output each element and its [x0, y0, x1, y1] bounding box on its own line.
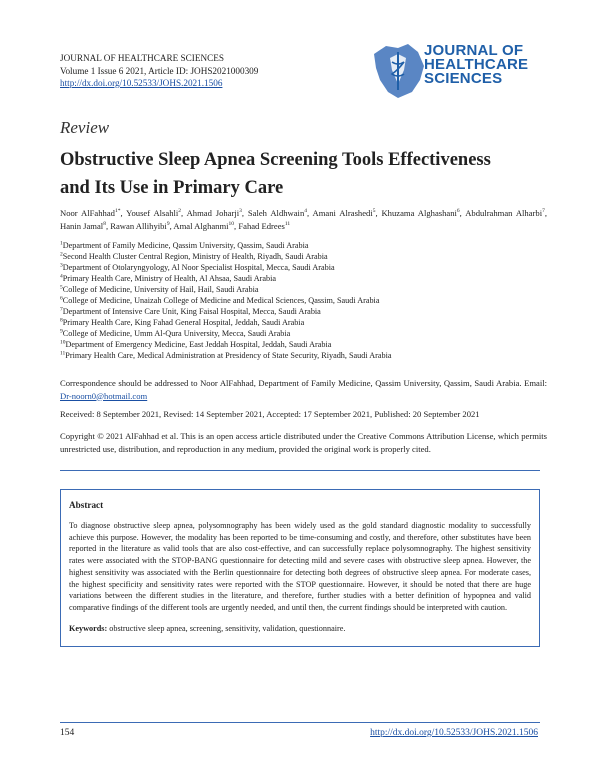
author-name: Amal Alghanmi [173, 220, 229, 231]
author-affiliation-marker: 10 [228, 220, 235, 227]
author-affiliation-marker: 5 [372, 208, 376, 215]
journal-logo [368, 40, 543, 104]
author-name: Rawan Allihyibi [110, 220, 167, 231]
author-affiliation-marker: 2 [178, 208, 182, 215]
affiliation-item [60, 350, 392, 361]
affiliation-list [60, 240, 392, 361]
keywords-text: obstructive sleep apnea, screening, sensitivity, validation, questionnaire. [109, 623, 346, 633]
author-name: Noor AlFahhad [60, 208, 115, 218]
affiliation-text: Primary Health Care, Ministry of Health, Al Ahsaa, Saudi Arabia [62, 274, 277, 283]
affiliation-marker: 9 [60, 328, 63, 335]
author-name: Hanin Jamal [60, 220, 104, 231]
author-affiliation-marker: 11 [284, 220, 291, 227]
author-name: Yousef Alsahli [126, 208, 179, 218]
affiliation-item [60, 328, 392, 339]
affiliation-marker: 10 [60, 339, 66, 346]
affiliation-marker: 7 [60, 306, 63, 313]
affiliation-item [60, 306, 392, 317]
author-name: Saleh Aldhwain [247, 208, 305, 218]
affiliation-item [60, 273, 392, 284]
copyright-notice: Copyright © 2021 AlFahhad et al. This is an open access article distributed under the Creative Commons Attribution License, which permits unrestricted use, distribution, and reproduction in any medium, provided the original work is properly cited. [60, 431, 547, 454]
affiliation-item [60, 284, 392, 295]
affiliation-text: College of Medicine, University of Hail, Hail, Saudi Arabia [62, 285, 259, 294]
journal-meta [60, 52, 258, 90]
author-name: Ahmad Joharji [186, 208, 240, 218]
footer-doi-link[interactable]: http://dx.doi.org/10.52533/JOHS.2021.1506 [370, 728, 538, 738]
volume-line: Volume 1 Issue 6 2021, Article ID: JOHS2021000309 [60, 65, 259, 76]
keywords-label: Keywords: [69, 623, 108, 633]
author-affiliation-marker: 8 [103, 220, 106, 227]
author-name: Abdulrahman Alharbi [465, 208, 543, 218]
logo-wordmark: JOURNAL OF HEALTHCARE SCIENCES [424, 42, 529, 87]
affiliation-text: Second Health Cluster Central Region, Ministry of Health, Riyadh, Saudi Arabia [62, 252, 328, 261]
author-affiliation-marker: 1* [114, 208, 121, 215]
affiliation-marker: 11 [60, 350, 66, 357]
abstract-heading: Abstract [69, 500, 104, 510]
page-number: 154 [60, 728, 75, 738]
affiliation-item [60, 317, 392, 328]
author-affiliation-marker: 3 [239, 208, 242, 215]
section-divider [60, 470, 540, 471]
affiliation-text: Department of Intensive Care Unit, King Faisal Hospital, Mecca, Saudi Arabia [62, 307, 321, 316]
affiliation-marker: 4 [60, 273, 63, 280]
keywords [69, 624, 531, 633]
article-dates: Received: 8 September 2021, Revised: 14 September 2021, Accepted: 17 September 2021, Published: 20 September 2021 [60, 409, 480, 419]
affiliation-marker: 2 [60, 251, 63, 258]
correspondence-email-link[interactable]: Dr-noorn0@hotmail.com [60, 390, 148, 401]
affiliation-text: Department of Emergency Medicine, East Jeddah Hospital, Jeddah, Saudi Arabia [65, 340, 332, 349]
affiliation-item [60, 262, 392, 273]
affiliation-item [60, 240, 392, 251]
journal-name: JOURNAL OF HEALTHCARE SCIENCES [60, 53, 224, 63]
article-type: Review [60, 118, 110, 137]
author-name: Amani Alrashedi [312, 208, 373, 218]
author-name: Fahad Edrees [238, 220, 285, 231]
affiliation-item [60, 339, 392, 350]
correspondence: Correspondence should be addressed to Noor AlFahhad, Department of Family Medicine, Qassim University, Qassim, Saudi Arabia. Email: Dr-noorn0@hotmail.com [60, 378, 547, 401]
author-affiliation-marker: 6 [456, 208, 460, 215]
author-affiliation-marker: 4 [304, 208, 307, 215]
author-name: Khuzama Alghashani [381, 208, 457, 218]
author-affiliation-marker: 9 [166, 220, 170, 227]
affiliation-text: Department of Family Medicine, Qassim University, Qassim, Saudi Arabia [62, 241, 309, 250]
affiliation-item [60, 251, 392, 262]
affiliation-text: College of Medicine, Unaizah College of Medicine and Medical Sciences, Qassim, Saudi Arabia [62, 296, 380, 305]
affiliation-marker: 5 [60, 284, 63, 291]
author-affiliation-marker: 7 [542, 208, 545, 215]
affiliation-marker: 6 [60, 295, 63, 302]
article-title: Obstructive Sleep Apnea Screening Tools Effectiveness and Its Use in Primary Care [60, 150, 491, 198]
affiliation-text: Primary Health Care, King Fahad General Hospital, Jeddah, Saudi Arabia [62, 318, 305, 327]
author-list: Noor AlFahhad$^{1*}$, Yousef Alsahli$^2$, Ahmad Joharji$^3$, Saleh Aldhwain$^4$, Amani Alrashedi$^5$, Khuzama Alghashani$^6$, Abdulrahman Alharbi$^7$, Hanin Jamal$^8$, Rawan Allihyibi$^9$, Amal Alghanmi$^{10}$, Fahad Edrees$^{11}$ [60, 208, 547, 231]
header-doi-link[interactable]: http://dx.doi.org/10.52533/JOHS.2021.1506 [60, 78, 223, 88]
affiliation-marker: 8 [60, 317, 63, 324]
affiliation-text: Primary Health Care, Medical Administration at Presidency of State Security, Riyadh, Saudi Arabia [65, 351, 392, 360]
affiliation-text: Department of Otolaryngyology, Al Noor Specialist Hospital, Mecca, Saudi Arabia [62, 263, 335, 272]
abstract-body: To diagnose obstructive sleep apnea, polysomnography has been widely used as the gold standard diagnostic modality to successfully achieve this purpose. However, the modality has been reported to be time-consuming and costly, and therefore, other substitutes have been reported in the literature as valid tools that are also cost-effective, and can successfully replace polysomnography. The highest sensitivity rates were associated with the STOP-BANG questionnaire for detecting mild and severe cases with obstructive sleep apnea. However, the highest sensitivity was associated with the Berlin questionnaire for detecting both degrees of obstructive sleep apnea. For moderate cases, the highest specificity and sensitivity rates were reported with the STOP questionnaire. However, it should be noted that there are huge variations between the different studies in the literature, and therefore, further studies with a better definition of hypopnea and valid comparative findings of the different tools are urgently needed, and until then, the current findings should be interpreted with caution. [69, 521, 531, 612]
abstract-box [60, 489, 540, 647]
footer-divider [60, 722, 540, 723]
affiliation-text: College of Medicine, Umm Al-Qura University, Mecca, Saudi Arabia [62, 329, 291, 338]
affiliation-marker: 3 [60, 262, 63, 269]
affiliation-marker: 1 [60, 240, 63, 247]
saudi-map-icon [368, 40, 428, 104]
affiliation-item [60, 295, 392, 306]
